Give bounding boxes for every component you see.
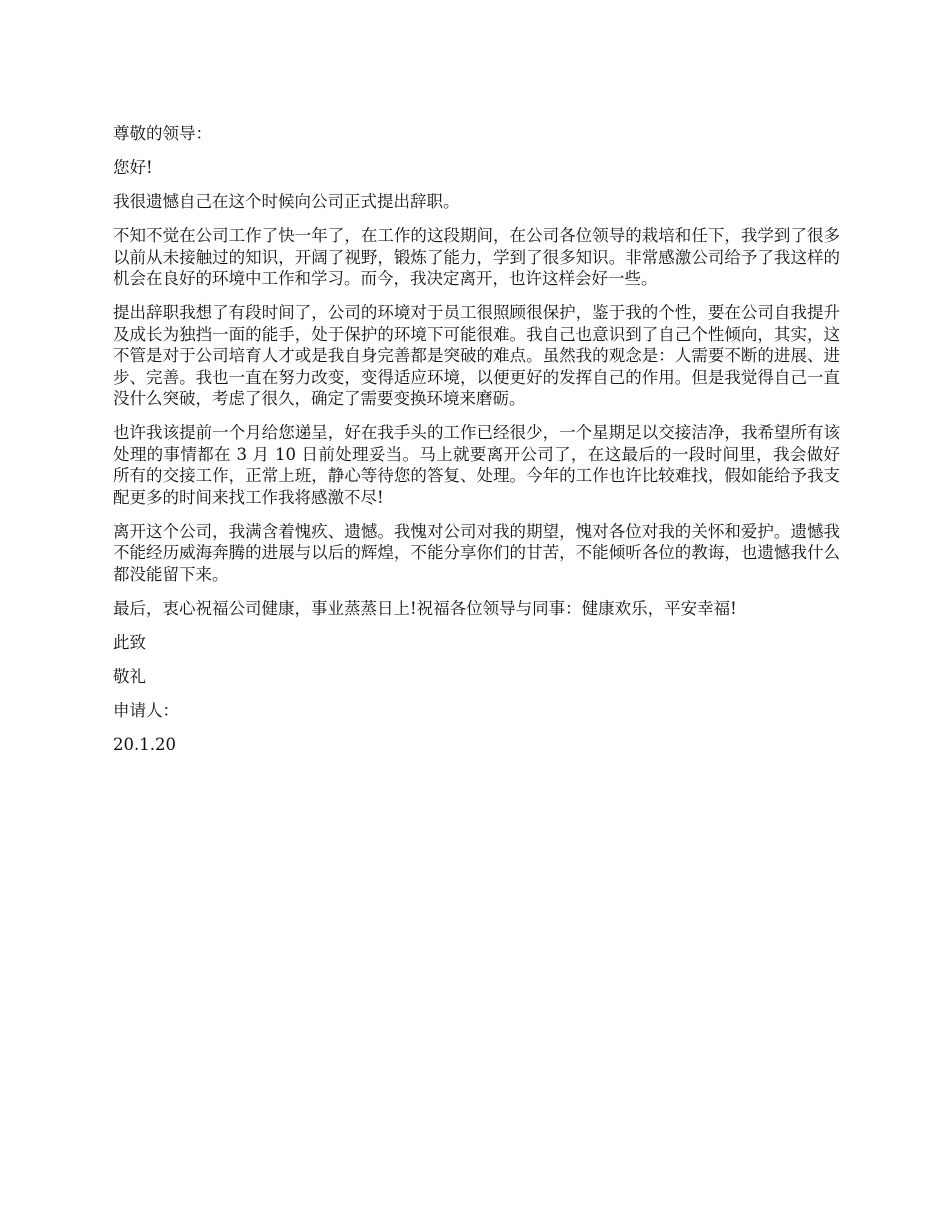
resignation-letter [113,123,840,768]
salutation: 尊敬的领导： [113,124,212,143]
letter-date: 20.1.20 [113,734,176,754]
paragraph-wishes: 最后，衷心祝福公司健康，事业蒸蒸日上!祝福各位领导与同事：健康欢乐，平安幸福! [113,598,737,618]
paragraph-handover: 也许我该提前一个月给您递呈，好在我手头的工作已经很少，一个星期足以交接洁净，我希望所有该处理的事情都在 3 月 10 日前处理妥当。马上就要离开公司了，在这最后的一段时间里，我会做好所有的交接工作，正常上班，静心等待您的答复、处理。今年的工作也许比较难找，假如能给予我支配更多的时间来找工作我将感激不尽! [113,423,840,507]
paragraph-gratitude: 不知不觉在公司工作了快一年了，在工作的这段期间，在公司各位领导的栽培和任下，我学到了很多以前从未接触过的知识，开阔了视野，锻炼了能力，学到了很多知识。非常感激公司给予了我这样的机会在良好的环境中工作和学习。而今，我决定离开，也许这样会好一些。 [113,226,840,288]
paragraph-regret: 离开这个公司，我满含着愧疚、遗憾。我愧对公司对我的期望，愧对各位对我的关怀和爱护。遗憾我不能经历威海奔腾的进展与以后的辉煌，不能分享你们的甘苦，不能倾听各位的教诲，也遗憾我什么都没能留下来。 [113,521,840,584]
closing-line-2: 敬礼 [113,666,146,686]
paragraph-reason: 提出辞职我想了有段时间了，公司的环境对于员工很照顾很保护，鉴于我的个性，要在公司自我提升及成长为独挡一面的能手，处于保护的环境下可能很难。我自己也意识到了自己个性倾向，其实，这不管是对于公司培育人才或是我自身完善都是突破的难点。虽然我的观念是：人需要不断的进展、进步、完善。我也一直在努力改变，变得适应环境，以便更好的发挥自己的作用。但是我觉得自己一直没什么突破，考虑了很久，确定了需要变换环境来磨砺。 [113,303,840,408]
closing-line-1: 此致 [113,632,146,652]
paragraph-intro: 我很遗憾自己在这个时候向公司正式提出辞职。 [113,192,460,211]
applicant-label: 申请人： [113,700,179,720]
greeting: 您好! [113,158,153,177]
